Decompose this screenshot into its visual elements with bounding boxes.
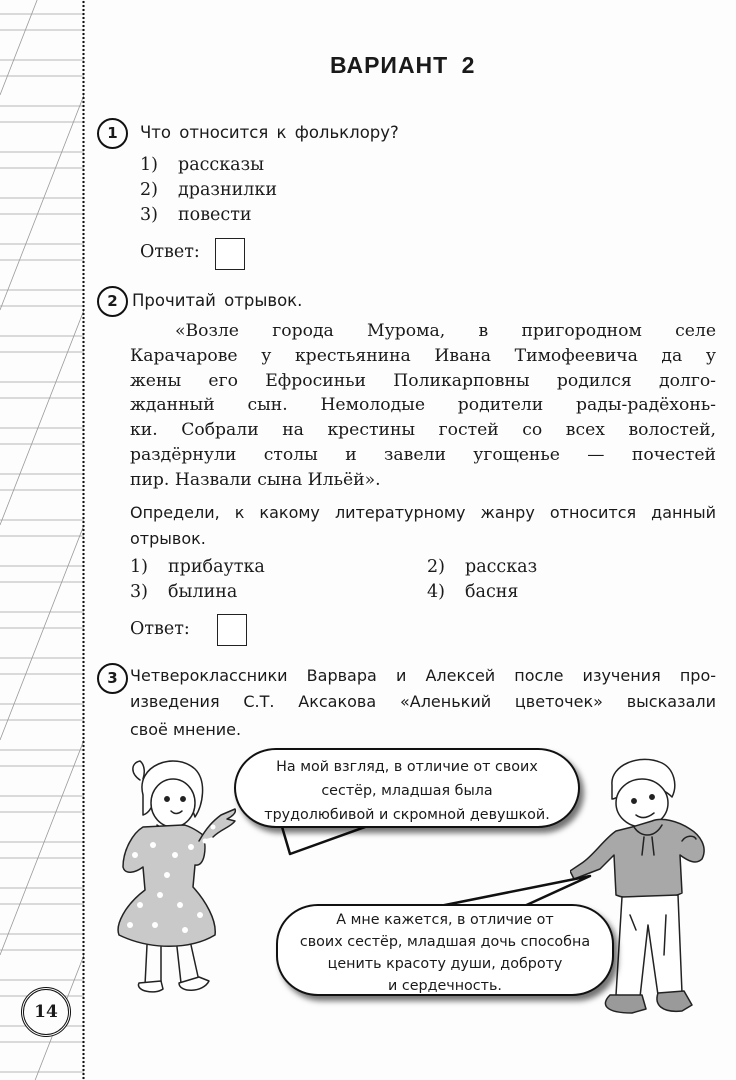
- passage-line: жданный сын. Немолодые родители рады-радёхонь-: [130, 395, 716, 416]
- option-text: повести: [178, 205, 252, 225]
- task-line: отрывок.: [130, 529, 206, 548]
- page-title: ВАРИАНТ 2: [330, 52, 476, 78]
- ruled-margin: [0, 0, 84, 1080]
- question-number: 2: [97, 286, 128, 317]
- option-3[interactable]: [130, 582, 237, 602]
- answer-box[interactable]: [217, 614, 247, 646]
- option-2[interactable]: [140, 180, 277, 200]
- passage-line: пир. Назвали сына Ильёй».: [130, 469, 381, 490]
- option-text: дразнилки: [178, 180, 278, 200]
- option-text: басня: [465, 582, 519, 602]
- speech-line: трудолюбивой и скромной девушкой.: [264, 807, 550, 823]
- answer-label: Ответ:: [140, 242, 200, 262]
- question-number: 1: [97, 118, 128, 149]
- speech-line: ценить красоту души, доброту: [327, 956, 563, 972]
- passage-line: жены его Ефросиньи Поликарповны родился долго-: [130, 370, 716, 391]
- slant-line: [0, 525, 84, 740]
- girl-illustration: [95, 755, 245, 1000]
- task-line: Определи, к какому литературному жанру относится данный: [130, 503, 716, 522]
- speech-line: своих сестёр, младшая дочь способна: [299, 934, 591, 950]
- option-1[interactable]: [140, 155, 264, 175]
- ruled-lines: [0, 0, 84, 1080]
- passage-line: Карачарове у крестьянина Ивана Тимофеевича да у: [130, 345, 716, 366]
- option-number: 1): [130, 557, 148, 577]
- answer-box[interactable]: [215, 238, 245, 270]
- dotted-margin-line: [82, 0, 85, 1080]
- question-prompt-line: изведения С.Т. Аксакова «Аленький цветочек» высказали: [130, 692, 716, 711]
- speech-bubble-girl: [234, 748, 580, 828]
- passage-line: «Возле города Мурома, в пригородном селе: [175, 321, 716, 341]
- option-number: 3): [130, 582, 148, 602]
- speech-line: А мне кажется, в отличие от: [336, 912, 554, 928]
- slant-line: [0, 310, 84, 525]
- passage-line: раздёрнули столы и завели угощенье — почестей: [130, 444, 716, 465]
- speech-line: сестёр, младшая была: [321, 783, 493, 799]
- option-1[interactable]: [130, 557, 265, 577]
- option-number: 4): [427, 582, 445, 602]
- speech-bubble-boy: [276, 904, 614, 996]
- question-prompt-line: своё мнение.: [130, 720, 242, 739]
- question-prompt-line: Четвероклассники Варвара и Алексей после изучения про-: [130, 666, 716, 685]
- speech-line: На мой взгляд, в отличие от своих: [276, 759, 538, 775]
- option-number: 3): [140, 205, 158, 225]
- option-text: былина: [168, 582, 238, 602]
- passage-line: ки. Собрали на крестины гостей со всех волостей,: [130, 420, 716, 441]
- slant-line: [0, 95, 84, 310]
- question-prompt: Что относится к фольклору?: [140, 123, 399, 142]
- option-number: 2): [427, 557, 445, 577]
- answer-label: Ответ:: [130, 619, 190, 639]
- option-2[interactable]: [427, 557, 537, 577]
- option-number: 1): [140, 155, 158, 175]
- passage: [130, 319, 716, 493]
- question-number: 3: [97, 663, 128, 694]
- slant-line: [0, 740, 84, 955]
- question-prompt: Прочитай отрывок.: [132, 291, 303, 310]
- option-number: 2): [140, 180, 158, 200]
- option-text: рассказы: [178, 155, 265, 175]
- option-text: рассказ: [465, 557, 538, 577]
- page-number: 14: [21, 987, 71, 1037]
- option-text: прибаутка: [168, 557, 265, 577]
- option-3[interactable]: [140, 205, 252, 225]
- speech-line: и сердечность.: [388, 978, 502, 994]
- option-4[interactable]: [427, 582, 518, 602]
